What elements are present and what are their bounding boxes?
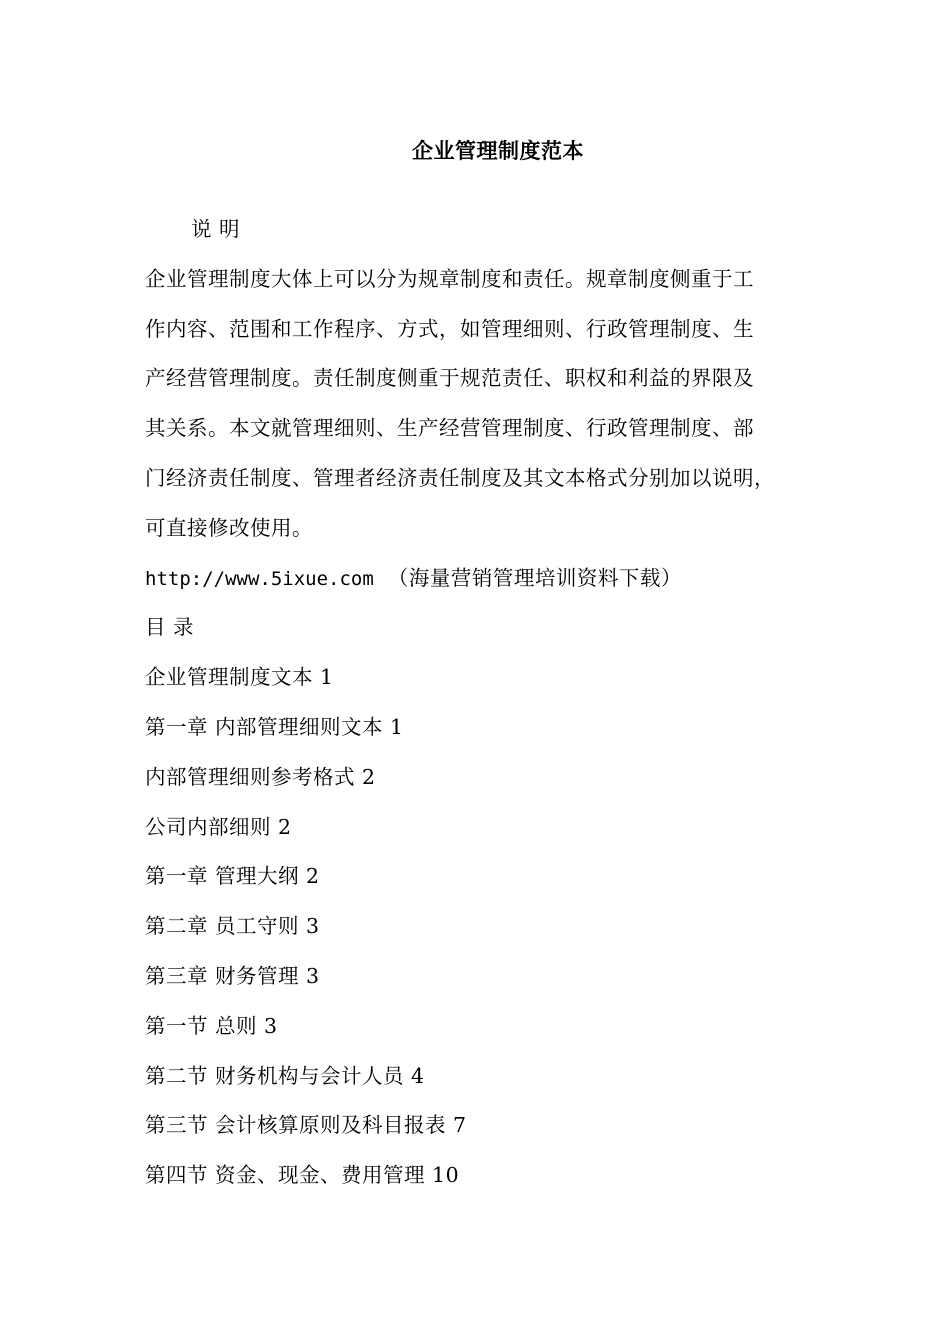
toc-heading: 目 录 — [145, 615, 195, 640]
website-link[interactable]: http://www.5ixue.com — [145, 567, 374, 590]
link-note: （海量营销管理培训资料下载） — [387, 565, 682, 590]
toc-item: 内部管理细则参考格式 2 — [145, 764, 376, 789]
document-body — [145, 205, 835, 1201]
toc-item: 第二章 员工守则 3 — [145, 914, 320, 939]
link-spacer — [374, 566, 388, 590]
toc-item: 第三章 财务管理 3 — [145, 963, 320, 988]
intro-line: 可直接修改使用。 — [145, 515, 313, 540]
section-heading: 说 明 — [191, 217, 241, 241]
toc-item: 公司内部细则 2 — [145, 814, 292, 839]
link-line — [145, 554, 835, 604]
intro-line: 企业管理制度大体上可以分为规章制度和责任。规章制度侧重于工 — [145, 266, 754, 291]
toc-item: 第一节 总则 3 — [145, 1013, 278, 1038]
toc-item: 第四节 资金、现金、费用管理 10 — [145, 1163, 460, 1188]
toc-item: 第二节 财务机构与会计人员 4 — [145, 1063, 425, 1088]
toc-item: 第一章 内部管理细则文本 1 — [145, 714, 404, 739]
toc-item: 第一章 管理大纲 2 — [145, 864, 320, 889]
intro-line: 作内容、范围和工作程序、方式，如管理细则、行政管理制度、生 — [145, 316, 754, 341]
intro-line: 门经济责任制度、管理者经济责任制度及其文本格式分别加以说明， — [145, 465, 775, 490]
intro-line: 产经营管理制度。责任制度侧重于规范责任、职权和利益的界限及 — [145, 366, 754, 391]
intro-line: 其关系。本文就管理细则、生产经营管理制度、行政管理制度、部 — [145, 416, 754, 441]
document-title: 企业管理制度范本 — [412, 138, 584, 163]
toc-item: 企业管理制度文本 1 — [145, 665, 334, 690]
toc-item: 第三节 会计核算原则及科目报表 7 — [145, 1113, 467, 1138]
